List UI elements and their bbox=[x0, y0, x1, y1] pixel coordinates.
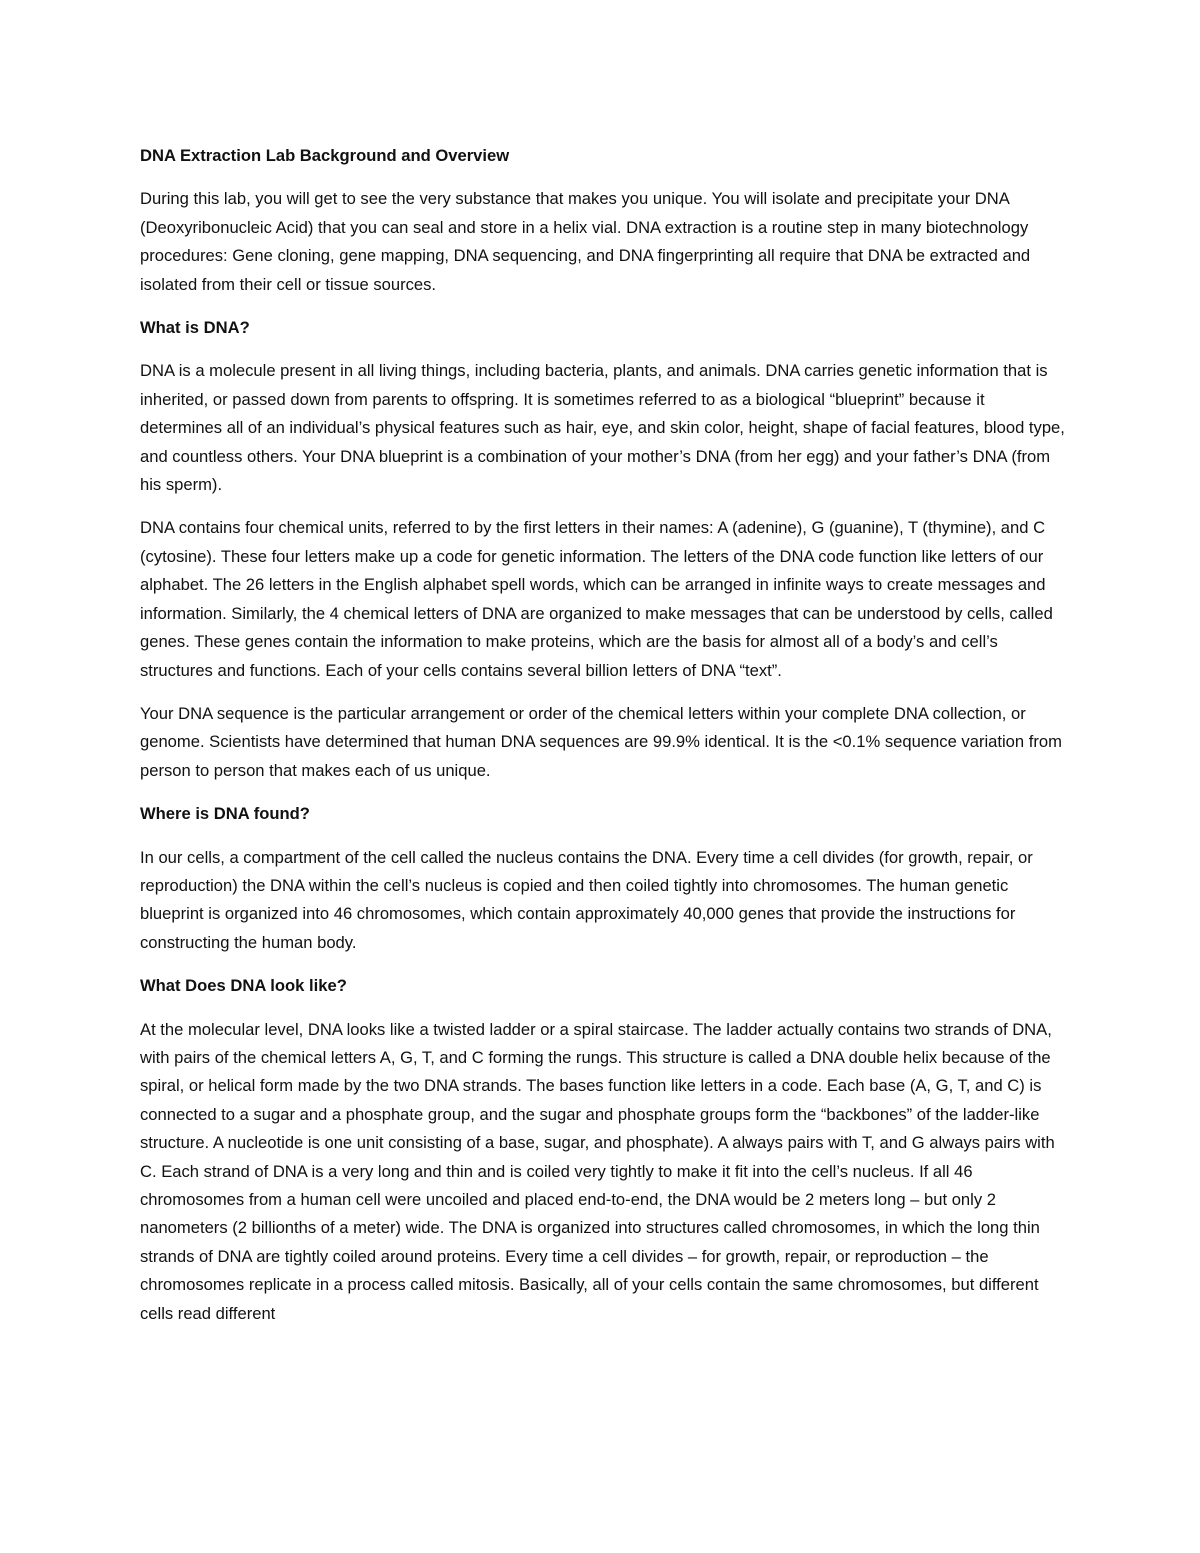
what-is-dna-paragraph-1: DNA is a molecule present in all living things, including bacteria, plants, and animals. DNA carries genetic information that is inherited, or passed down from parents to offspring. It is sometimes referred to as a biological “blueprint” because it determines all of an individual’s physical features such as hair, eye, and skin color, height, shape of facial features, blood type, and countless others. Your DNA blueprint is a combination of your mother’s DNA (from her egg) and your father’s DNA (from his sperm). bbox=[140, 361, 1065, 495]
what-is-dna-paragraph-3: Your DNA sequence is the particular arrangement or order of the chemical letters within your complete DNA collection, or genome. Scientists have determined that human DNA sequences are 99.9% identical. It is the <0.1% sequence variation from person to person that makes each of us unique. bbox=[140, 703, 1062, 780]
what-is-dna-paragraph-2: DNA contains four chemical units, referred to by the first letters in their names: A (adenine), G (guanine), T (thymine), and C (cytosine). These four letters make up a code for genetic information. The letters of the DNA code function like letters of our alphabet. The 26 letters in the English alphabet spell words, which can be arranged in infinite ways to create messages and information. Similarly, the 4 chemical letters of DNA are organized to make messages that can be understood by cells, called genes. These genes contain the information to make proteins, which are the basis for almost all of a body’s and cell’s structures and functions. Each of your cells contains several billion letters of DNA “text”. bbox=[140, 518, 1053, 680]
look-like-paragraph: At the molecular level, DNA looks like a twisted ladder or a spiral staircase. The ladder actually contains two strands of DNA, with pairs of the chemical letters A, G, T, and C forming the rungs. This structure is called a DNA double helix because of the spiral, or helical form made by the two DNA strands. The bases function like letters in a code. Each base (A, G, T, and C) is connected to a sugar and a phosphate group, and the sugar and phosphate groups form the “backbones” of the ladder-like structure. A nucleotide is one unit consisting of a base, sugar, and phosphate). A always pairs with T, and G always pairs with C. Each strand of DNA is a very long and thin and is coiled very tightly to make it fit into the cell’s nucleus. If all 46 chromosomes from a human cell were uncoiled and placed end-to-end, the DNA would be 2 meters long – but only 2 nanometers (2 billionths of a meter) wide. The DNA is organized into structures called chromosomes, in which the long thin strands of DNA are tightly coiled around proteins. Every time a cell divides – for growth, repair, or reproduction – the chromosomes replicate in a process called mitosis. Basically, all of your cells contain the same chromosomes, but different cells read different bbox=[140, 1019, 1055, 1323]
document-body bbox=[140, 142, 1065, 1328]
heading-where-is-dna-found: Where is DNA found? bbox=[140, 804, 310, 824]
heading-what-does-dna-look-like: What Does DNA look like? bbox=[140, 976, 347, 996]
document-title: DNA Extraction Lab Background and Overview bbox=[140, 146, 510, 165]
heading-what-is-dna: What is DNA? bbox=[140, 318, 250, 338]
intro-paragraph: During this lab, you will get to see the very substance that makes you unique. You will isolate and precipitate your DNA (Deoxyribonucleic Acid) that you can seal and store in a helix vial. DNA extraction is a routine step in many biotechnology procedures: Gene cloning, gene mapping, DNA sequencing, and DNA fingerprinting all require that DNA be extracted and isolated from their cell or tissue sources. bbox=[140, 189, 1031, 294]
where-found-paragraph: In our cells, a compartment of the cell called the nucleus contains the DNA. Every time a cell divides (for growth, repair, or reproduction) the DNA within the cell’s nucleus is copied and then coiled tightly into chromosomes. The human genetic blueprint is organized into 46 chromosomes, which contain approximately 40,000 genes that provide the instructions for constructing the human body. bbox=[140, 847, 1033, 952]
